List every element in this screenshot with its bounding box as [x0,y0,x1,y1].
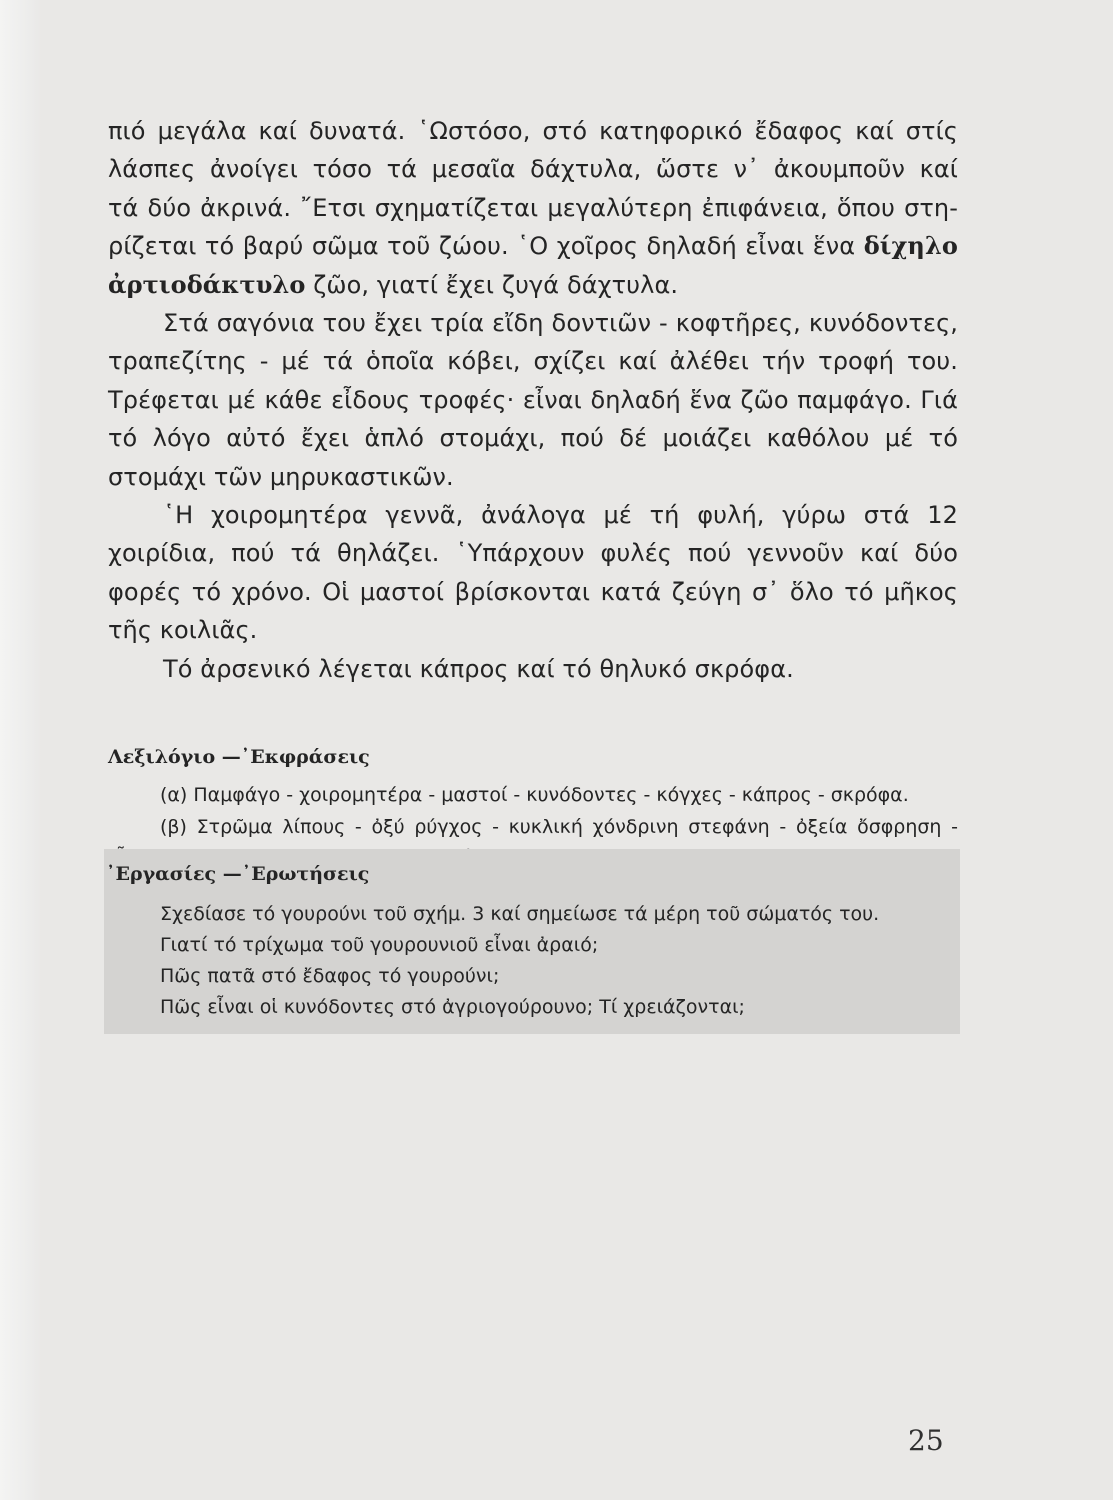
page-number: 25 [908,1424,944,1457]
paragraph-1-line-5-text: ζῶο, γιατί ἔχει ζυγά δάχτυλα. [313,270,679,299]
paragraph-1-line-1: πιό μεγάλα καί δυνατά. ῾Ωστόσο, στό κατηφορικό ἔδαφος καί στίς [108,117,958,145]
vocabulary-title: Λεξιλόγιο —᾽Εκφράσεις [108,746,370,769]
question-item: Γιατί τό τρίχωμα τοῦ γουρουνιοῦ εἶναι ἀραιό; [160,934,599,956]
paragraph-4: Τό ἀρσενικό λέγεται κάπρος καί τό θηλυκό σκρόφα. [163,654,794,683]
paragraph-3: ῾Η χοιρομητέρα γεννᾶ, ἀνάλογα μέ τή φυλή, γύρω στά 12 χοιρίδια, πού τά θηλάζει. ῾Υπάρχουν φυλές πού γεννοῦν καί δύο φορές τό χρόνο. Οἱ μαστοί βρίσκονται κατά ζεύγη σ᾽ ὅλο τό μῆκος τῆς κοιλιᾶς. [108,501,958,645]
exercises-box [104,849,960,1034]
paragraph-1-line-2: λάσπες ἀνοίγει τόσο τά μεσαῖα δάχτυλα, ὥστε ν᾽ ἀκουμποῦν καί [108,155,958,184]
question-item: Σχεδίασε τό γουρούνι τοῦ σχήμ. 3 καί σημείωσε τά μέρη τοῦ σώματός του. [160,903,880,925]
paragraph-1-line-5 [108,266,958,304]
questions-list [160,899,956,1023]
exercises-title: ᾽Εργασίες —᾽Ερωτήσεις [106,863,370,885]
paragraph-2: Στά σαγόνια του ἔχει τρία εἴδη δοντιῶν - κοφτῆρες, κυνόδοντες, τραπεζίτης - μέ τά ὁποῖα κόβει, σχίζει καί ἀλέθει τήν τροφή του. Τρέφεται μέ κάθε εἶδους τροφές· εἶναι δηλαδή ἕνα ζῶο παμφάγο. Γιά τό λόγο αὐτό ἔχει ἁπλό στομάχι, πού δέ μοιάζει καθόλου μέ τό στομάχι τῶν μηρυκαστικῶν. [108,309,958,491]
page-content [108,112,958,875]
term-dichilo: δίχηλο [863,231,958,261]
question-item: Πῶς εἶναι οἱ κυνόδοντες στό ἀγριογούρουνο; Τί χρειάζονται; [160,996,745,1018]
term-artiodaktylo: ἀρτιοδάκτυλο [108,269,306,299]
exercises-content [106,863,956,1023]
question-item: Πῶς πατᾶ στό ἔδαφος τό γουρούνι; [160,965,500,987]
paragraph-1-line-3: τά δύο ἀκρινά. ῎Ετσι σχηματίζεται μεγαλύτερη ἐπιφάνεια, ὅπου στη- [108,193,958,222]
vocabulary-item-b: (β) Στρῶμα λίπους - ὀξύ ρύγχος - κυκλική χόνδρινη στεφάνη - ὀξεία ὄσφρηση - [160,815,958,838]
paragraph-1 [108,112,958,304]
paragraph-1-line-4 [108,227,958,265]
paragraph-1-line-4-text: ρίζεται τό βαρύ σῶμα τοῦ ζώου. ῾Ο χοῖρος δηλαδή εἶναι ἕνα [108,232,856,261]
vocabulary-item-a: (α) Παμφάγο - χοιρομητέρα - μαστοί - κυνόδοντες - κόγχες - κάπρος - σκρόφα. [160,784,909,807]
page-edge [0,0,42,1500]
